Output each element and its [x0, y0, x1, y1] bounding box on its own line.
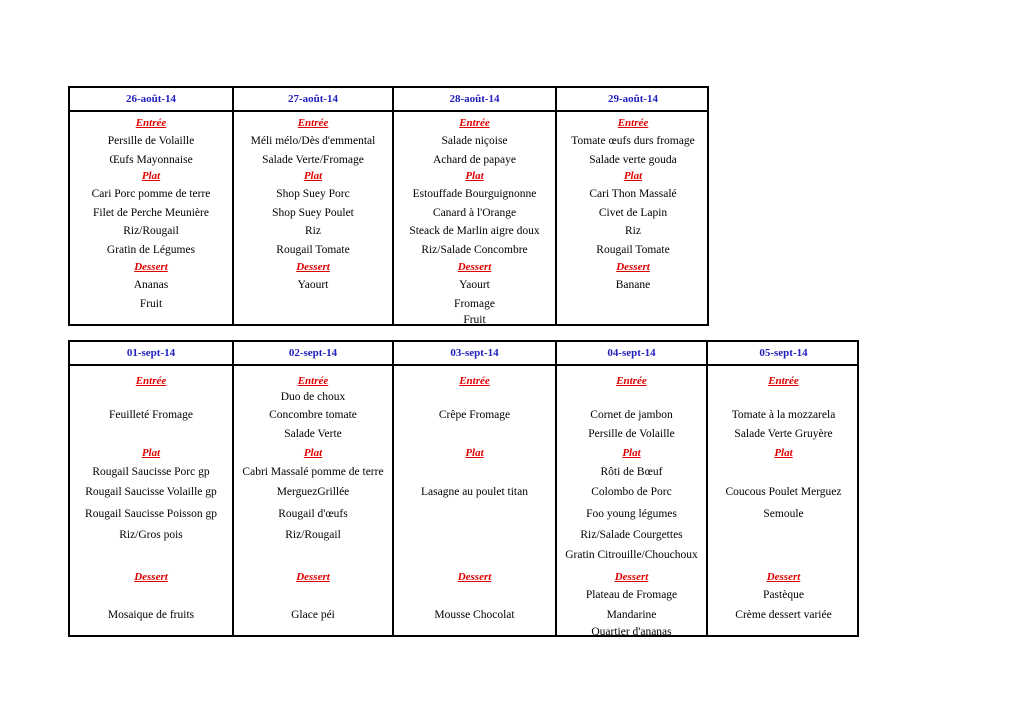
dessert-item: Mousse Chocolat: [434, 609, 515, 621]
dessert-item: Quartier d'ananas: [591, 626, 672, 638]
week-1-menu: [68, 86, 709, 326]
dessert-item: Yaourt: [459, 279, 490, 291]
day-column: [394, 342, 557, 635]
entree-item: Salade Verte/Fromage: [262, 154, 364, 166]
day-column: [394, 88, 557, 324]
plat-item: Gratin Citrouille/Chouchoux: [565, 549, 698, 561]
dessert-item: Plateau de Fromage: [585, 589, 678, 601]
day-column: [70, 88, 234, 324]
entree-item: Salade verte gouda: [589, 154, 677, 166]
entree-label: Entrée: [617, 117, 649, 129]
day-date: 02-sept-14: [288, 347, 338, 359]
plat-label: Plat: [622, 447, 641, 459]
day-date: 26-août-14: [125, 93, 177, 105]
plat-item: Rougail Saucisse Poisson gp: [85, 508, 217, 520]
plat-item: Riz/Rougail: [285, 529, 341, 541]
dessert-item: Mandarine: [606, 609, 657, 621]
plat-item: Riz: [305, 225, 321, 237]
entree-item: Salade Verte Gruyère: [734, 428, 833, 440]
week-1-table: [68, 86, 709, 326]
dessert-label: Dessert: [296, 571, 330, 583]
plat-item: Riz: [625, 225, 641, 237]
dessert-item: Fromage: [454, 298, 495, 310]
plat-item: Cari Thon Massalé: [589, 188, 677, 200]
plat-item: Shop Suey Porc: [276, 188, 350, 200]
plat-item: Rôti de Bœuf: [600, 466, 663, 478]
entree-item: Feuilleté Fromage: [109, 409, 193, 421]
entree-item: Cornet de jambon: [590, 409, 673, 421]
dessert-item: Pastèque: [763, 589, 804, 601]
entree-item: Crêpe Fromage: [438, 409, 511, 421]
entree-label: Entrée: [135, 117, 167, 129]
week-2-menu: [68, 340, 859, 637]
dessert-item: Fruit: [463, 314, 486, 326]
plat-label: Plat: [623, 170, 643, 182]
plat-item: Steack de Marlin aigre doux: [409, 225, 540, 237]
plat-item: Rougail Tomate: [276, 244, 350, 256]
day-column: [557, 342, 708, 638]
day-column: [70, 342, 234, 635]
entree-item: Salade Verte: [284, 428, 342, 440]
entree-label: Entrée: [135, 375, 167, 387]
plat-label: Plat: [141, 170, 161, 182]
plat-item: Civet de Lapin: [598, 207, 668, 219]
plat-label: Plat: [774, 447, 793, 459]
plat-item: Lasagne au poulet titan: [421, 486, 528, 498]
plat-item: Riz/Salade Concombre: [421, 244, 528, 256]
plat-item: Foo young légumes: [586, 508, 677, 520]
plat-item: Cari Porc pomme de terre: [91, 188, 211, 200]
plat-item: Rougail Saucisse Volaille gp: [85, 486, 217, 498]
plat-label: Plat: [465, 170, 484, 182]
day-date: 27-août-14: [287, 93, 339, 105]
plat-item: MerguezGrillée: [276, 486, 350, 498]
dessert-item: Mosaique de fruits: [107, 609, 195, 621]
dessert-item: Ananas: [133, 279, 169, 291]
plat-item: Gratin de Légumes: [106, 244, 196, 256]
dessert-label: Dessert: [616, 261, 650, 273]
plat-item: Semoule: [763, 508, 804, 520]
entree-item: Persille de Volaille: [588, 428, 675, 440]
plat-item: Canard à l'Orange: [432, 207, 517, 219]
day-column: [234, 342, 394, 635]
entree-item: Tomate œufs durs fromage: [571, 135, 695, 147]
day-date: 29-août-14: [607, 93, 659, 105]
plat-item: Filet de Perche Meunière: [93, 207, 209, 219]
day-date: 03-sept-14: [450, 347, 499, 359]
plat-item: Rougail Saucisse Porc gp: [92, 466, 210, 478]
dessert-label: Dessert: [457, 571, 492, 583]
day-date: 01-sept-14: [126, 347, 176, 359]
entree-label: Entrée: [459, 117, 490, 129]
dessert-item: Crème dessert variée: [735, 609, 832, 621]
entree-item: Duo de choux: [280, 391, 346, 403]
plat-item: Coucous Poulet Merguez: [725, 486, 842, 498]
dessert-label: Dessert: [457, 261, 492, 273]
entree-item: Achard de papaye: [432, 154, 516, 166]
plat-item: Rougail d'œufs: [278, 508, 348, 520]
plat-item: Riz/Gros pois: [119, 529, 183, 541]
entree-label: Entrée: [616, 375, 647, 387]
dessert-item: Fruit: [139, 298, 163, 310]
day-column: [708, 342, 859, 635]
plat-item: Cabri Massalé pomme de terre: [242, 466, 384, 478]
entree-label: Entrée: [297, 117, 329, 129]
plat-label: Plat: [465, 447, 484, 459]
entree-item: Salade niçoise: [441, 135, 508, 147]
entree-item: Concombre tomate: [269, 409, 357, 421]
plat-label: Plat: [303, 447, 323, 459]
entree-item: Tomate à la mozzarela: [731, 409, 836, 421]
plat-item: Riz/Rougail: [123, 225, 179, 237]
day-date: 05-sept-14: [759, 347, 808, 359]
day-column: [557, 88, 709, 324]
dessert-label: Dessert: [134, 571, 168, 583]
entree-item: Œufs Mayonnaise: [109, 154, 193, 166]
dessert-item: Glace péi: [291, 609, 335, 621]
day-column: [234, 88, 394, 324]
plat-label: Plat: [141, 447, 161, 459]
dessert-item: Yaourt: [297, 279, 329, 291]
dessert-label: Dessert: [766, 571, 801, 583]
entree-item: Méli mélo/Dès d'emmental: [250, 135, 376, 147]
plat-item: Colombo de Porc: [591, 486, 672, 498]
dessert-item: Banane: [615, 279, 651, 291]
plat-item: Rougail Tomate: [596, 244, 670, 256]
dessert-label: Dessert: [134, 261, 168, 273]
week-2-table: [68, 340, 859, 637]
plat-item: Shop Suey Poulet: [272, 207, 354, 219]
entree-label: Entrée: [459, 375, 490, 387]
entree-label: Entrée: [297, 375, 329, 387]
plat-item: Estouffade Bourguignonne: [412, 188, 537, 200]
day-date: 04-sept-14: [607, 347, 656, 359]
day-date: 28-août-14: [449, 93, 500, 105]
entree-item: Persille de Volaille: [107, 135, 195, 147]
dessert-label: Dessert: [296, 261, 330, 273]
plat-label: Plat: [303, 170, 323, 182]
entree-label: Entrée: [768, 375, 799, 387]
plat-item: Riz/Salade Courgettes: [580, 529, 683, 541]
dessert-label: Dessert: [614, 571, 649, 583]
